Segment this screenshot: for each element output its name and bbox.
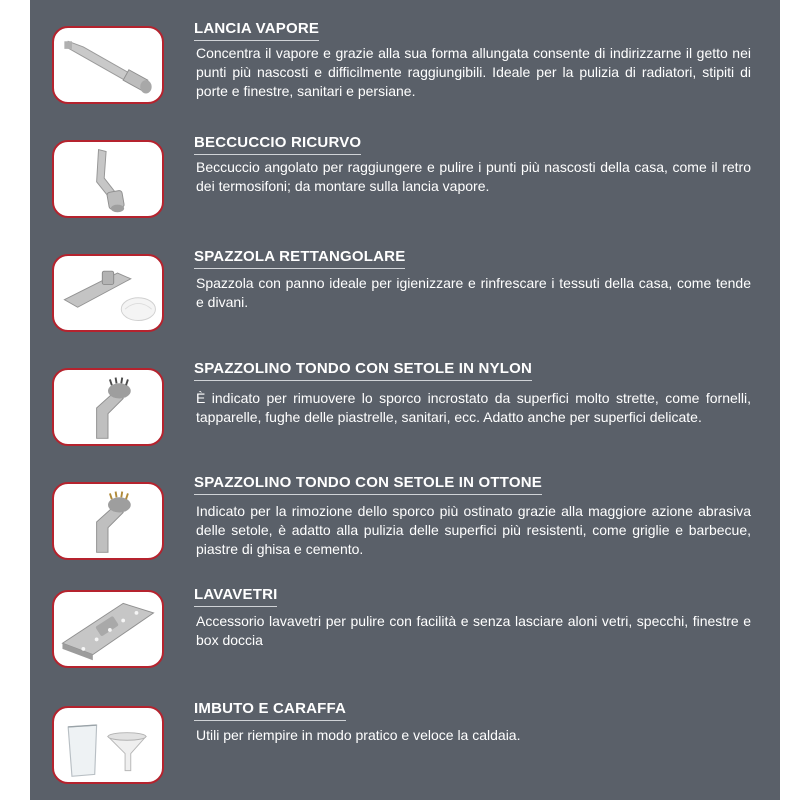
curved-nozzle-icon	[54, 142, 162, 216]
window-squeegee-icon	[54, 592, 162, 666]
item-description: Utili per riempire in modo pratico e veloce la caldaia.	[196, 727, 521, 743]
item-description: Spazzola con panno ideale per igienizzare e rinfrescare i tessuti della casa, come tende e divani.	[196, 275, 751, 310]
item-title: SPAZZOLA RETTANGOLARE	[194, 248, 405, 269]
window-squeegee-thumbnail	[52, 590, 164, 668]
nylon-round-brush-icon	[54, 370, 162, 444]
item-description: Indicato per la rimozione dello sporco più ostinato grazie alla maggiore azione abrasiva delle setole, è adatto alla pulizia delle superfici più resistenti, come griglie e barbecue, piastre di ghisa e cemento.	[196, 503, 751, 557]
brass-round-brush-icon	[54, 484, 162, 558]
item-description: Beccuccio angolato per raggiungere e pulire i punti più nascosti della casa, come il retro dei termosifoni; da montare sulla lancia vapore.	[196, 159, 751, 194]
curved-nozzle-thumbnail	[52, 140, 164, 218]
item-title: LAVAVETRI	[194, 586, 277, 607]
item-title: SPAZZOLINO TONDO CON SETOLE IN NYLON	[194, 360, 532, 381]
brass-brush-thumbnail	[52, 482, 164, 560]
item-description: Accessorio lavavetri per pulire con facilità e senza lasciare aloni vetri, specchi, finestre e box doccia	[196, 613, 751, 648]
steam-lance-thumbnail	[52, 26, 164, 104]
item-title: IMBUTO E CARAFFA	[194, 700, 346, 721]
item-title: LANCIA VAPORE	[194, 20, 319, 41]
item-title: SPAZZOLINO TONDO CON SETOLE IN OTTONE	[194, 474, 542, 495]
item-title: BECCUCCIO RICURVO	[194, 134, 361, 155]
steam-lance-icon	[54, 28, 162, 102]
rectangular-brush-icon	[54, 256, 162, 330]
item-description: Concentra il vapore e grazie alla sua forma allungata consente di indirizzarne il getto nei punti più nascosti e difficilmente raggiungibili. Ideale per la pulizia di radiatori, stipiti di porte e finestre, sanitari e persiane.	[196, 45, 751, 99]
item-description: È indicato per rimuovere lo sporco incrostato da superfici molto strette, come fornelli, tapparelle, fughe delle piastrelle, sanitari, ecc. Adatto anche per superfici delicate.	[196, 390, 751, 425]
funnel-jug-thumbnail	[52, 706, 164, 784]
funnel-and-jug-icon	[54, 708, 162, 782]
accessories-panel	[30, 0, 780, 800]
rectangular-brush-thumbnail	[52, 254, 164, 332]
nylon-brush-thumbnail	[52, 368, 164, 446]
